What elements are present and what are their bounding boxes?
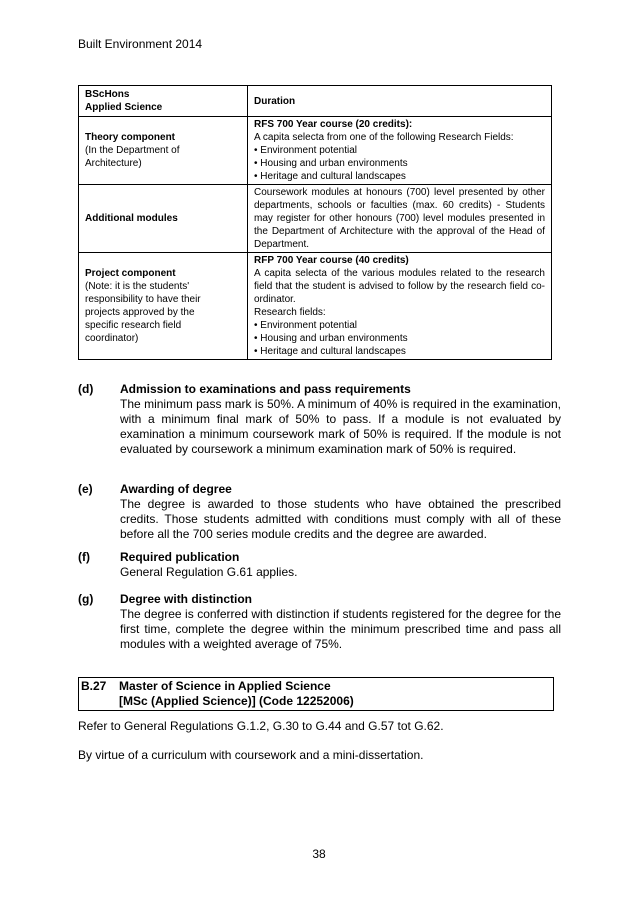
table-header-line: BScHons [85, 89, 130, 100]
section-body: The minimum pass mark is 50%. A minimum of 40% is required in the examination, with a minimum final mark of 50% to pass. If a module is not evaluated by examination a minimum coursework mark of 50% is required. If the module is not evaluated by coursework a minimum examination mark of 50% is required. [120, 397, 561, 456]
row-sub: responsibility to have their [85, 294, 201, 305]
section-body: The degree is awarded to those students who have obtained the prescribed credits. Those students admitted with conditions must comply with all of these before all the 700 series module credits and the degree are awarded. [120, 497, 561, 541]
section-title: Required publication [120, 550, 240, 564]
row-sub: (Note: it is the students' [85, 281, 190, 292]
section-body: General Regulation G.61 applies. [120, 565, 298, 579]
b27-subtitle: [MSc (Applied Science)] (Code 12252006) [119, 694, 354, 708]
table-header-line: Duration [254, 95, 296, 107]
curriculum-paragraph: By virtue of a curriculum with coursework and a mini-dissertation. [78, 748, 424, 762]
table-header-programme [79, 86, 248, 117]
b27-number: B.27 [81, 679, 107, 693]
table-header-line: Applied Science [85, 102, 163, 113]
table-header-row [79, 86, 552, 117]
row-title: Theory component [85, 132, 176, 143]
row-content-theory [248, 117, 552, 185]
running-header: Built Environment 2014 [78, 37, 203, 51]
list-item: • Environment potential [254, 320, 358, 331]
regulations-paragraph: Refer to General Regulations G.1.2, G.30 to G.44 and G.57 tot G.62. [78, 719, 444, 733]
section-g [78, 592, 561, 652]
section-letter: (f) [78, 550, 90, 564]
course-title: RFS 700 Year course (20 credits): [254, 119, 413, 130]
programme-table [78, 85, 552, 360]
row-title: Project component [85, 268, 176, 279]
row-title: Additional modules [85, 213, 178, 224]
section-e [78, 482, 561, 542]
row-label-theory [79, 117, 248, 185]
content-line: Research fields: [254, 307, 326, 318]
table-header-duration [248, 86, 552, 117]
list-item: • Housing and urban environments [254, 158, 408, 169]
content-text: A capita selecta of the various modules related to the research field that the student is advised to follow by the research field co-ordinator. [254, 268, 545, 305]
row-sub: specific research field [85, 320, 182, 331]
row-content-additional [248, 185, 552, 253]
list-item: • Housing and urban environments [254, 333, 408, 344]
course-title: RFP 700 Year course (40 credits) [254, 255, 409, 266]
table-row [79, 253, 552, 360]
section-letter: (d) [78, 382, 94, 396]
b27-heading-box [78, 677, 554, 711]
table-row [79, 185, 552, 253]
page-number: 38 [312, 847, 326, 861]
section-letter: (g) [78, 592, 94, 606]
list-item: • Heritage and cultural landscapes [254, 171, 406, 182]
row-sub: coordinator) [85, 333, 139, 344]
section-title: Awarding of degree [120, 482, 232, 496]
section-letter: (e) [78, 482, 93, 496]
row-sub: Architecture) [85, 158, 142, 169]
row-sub: projects approved by the [85, 307, 195, 318]
section-d [78, 382, 561, 457]
b27-title: Master of Science in Applied Science [119, 679, 331, 693]
section-body: The degree is conferred with distinction if students registered for the degree for the first time, complete the degree within the minimum prescribed time and pass all modules with a weighted average of 75%. [120, 607, 561, 651]
row-content-project [248, 253, 552, 360]
row-sub: (In the Department of [85, 145, 180, 156]
content-line: A capita selecta from one of the following Research Fields: [254, 132, 514, 143]
list-item: • Environment potential [254, 145, 358, 156]
section-title: Degree with distinction [120, 592, 253, 606]
section-title: Admission to examinations and pass requirements [120, 382, 411, 396]
table-row [79, 117, 552, 185]
section-f [78, 550, 561, 580]
list-item: • Heritage and cultural landscapes [254, 346, 406, 357]
content-text: Coursework modules at honours (700) level presented by other departments, schools or faculties (max. 60 credits) - Students may register for other honours (700) level modules presented in the Department of Architecture with the approval of the Head of Department. [254, 187, 545, 250]
row-label-additional [79, 185, 248, 253]
row-label-project [79, 253, 248, 360]
